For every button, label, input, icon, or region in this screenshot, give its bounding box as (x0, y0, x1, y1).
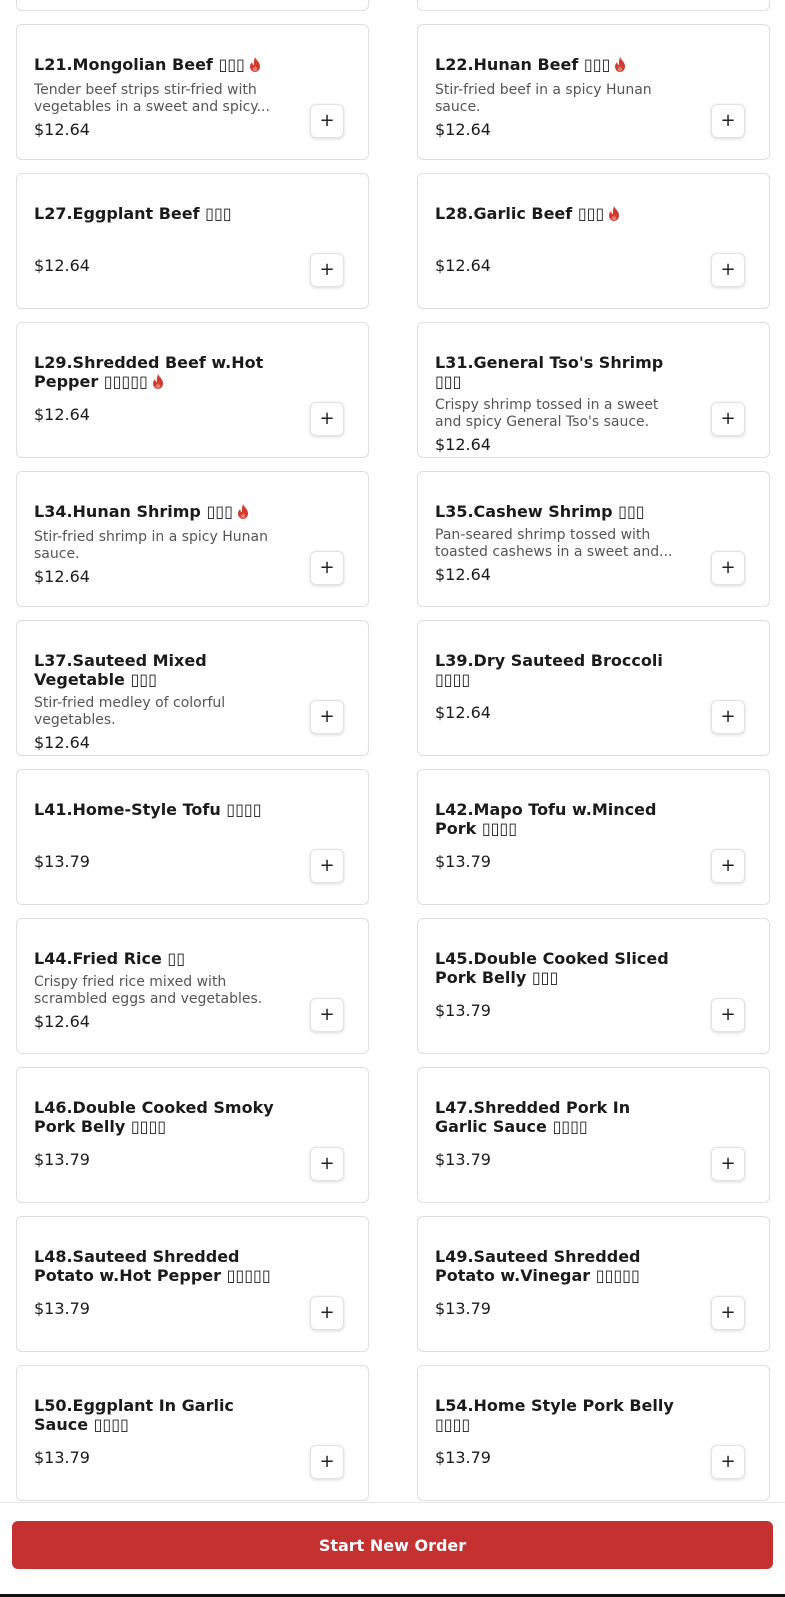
add-to-cart-button[interactable] (711, 253, 745, 287)
menu-item-name: L31.General Tso's Shrimp ▯▯▯ (435, 353, 664, 391)
menu-item-title (34, 204, 276, 223)
menu-item-price: $12.64 (34, 733, 90, 752)
flame-icon (608, 206, 620, 225)
menu-item-card[interactable] (16, 24, 369, 160)
add-to-cart-button[interactable] (310, 253, 344, 287)
plus-icon: + (720, 1153, 736, 1174)
menu-item-title (435, 800, 677, 838)
menu-item-price: $12.64 (435, 120, 491, 139)
plus-icon: + (319, 1451, 335, 1472)
plus-icon: + (720, 557, 736, 578)
menu-item-description: Tender beef strips stir-fried with vegetables in a sweet and spicy... (34, 82, 270, 115)
plus-icon: + (319, 1302, 335, 1323)
menu-item-price: $12.64 (435, 703, 491, 722)
menu-item-card[interactable] (417, 24, 770, 160)
add-to-cart-button[interactable] (310, 402, 344, 436)
menu-item-title (34, 1396, 276, 1434)
menu-item-title (34, 949, 276, 968)
menu-item-title (34, 800, 276, 819)
menu-item-title (435, 651, 677, 689)
add-to-cart-button[interactable] (310, 1445, 344, 1479)
flame-icon (249, 57, 261, 76)
menu-item-name: L45.Double Cooked Sliced Pork Belly ▯▯▯ (435, 949, 669, 987)
menu-item-description: Pan-seared shrimp tossed with toasted cashews in a sweet and... (435, 527, 673, 560)
footer-bar (0, 1502, 785, 1597)
menu-item-title (435, 55, 677, 76)
menu-item-name: L39.Dry Sauteed Broccoli ▯▯▯▯ (435, 651, 663, 689)
menu-item-name: L47.Shredded Pork In Garlic Sauce ▯▯▯▯ (435, 1098, 631, 1136)
menu-item-price: $12.64 (34, 1012, 90, 1031)
add-to-cart-button[interactable] (310, 849, 344, 883)
menu-item-card[interactable] (417, 620, 770, 756)
menu-item-name: L42.Mapo Tofu w.Minced Pork ▯▯▯▯ (435, 800, 657, 838)
menu-item-description: Stir-fried beef in a spicy Hunan sauce. (435, 82, 652, 115)
plus-icon: + (319, 557, 335, 578)
menu-item-name: L46.Double Cooked Smoky Pork Belly ▯▯▯▯ (34, 1098, 274, 1136)
menu-item-price: $13.79 (435, 1001, 491, 1020)
menu-item-card[interactable] (16, 620, 369, 756)
menu-item-card[interactable] (16, 918, 369, 1054)
menu-item-description: Crispy fried rice mixed with scrambled eggs and vegetables. (34, 974, 263, 1007)
menu-item-title (435, 1247, 677, 1285)
plus-icon: + (720, 1451, 736, 1472)
menu-item-title (34, 353, 276, 393)
start-new-order-button[interactable]: Start New Order (12, 1521, 773, 1569)
add-to-cart-button[interactable] (310, 104, 344, 138)
menu-grid (16, 0, 769, 1501)
menu-item-card[interactable] (417, 471, 770, 607)
menu-item-title (435, 1396, 677, 1434)
plus-icon: + (720, 706, 736, 727)
add-to-cart-button[interactable] (310, 1296, 344, 1330)
menu-item-price: $13.79 (435, 1150, 491, 1169)
menu-item-card[interactable] (417, 918, 770, 1054)
menu-item-card[interactable] (16, 322, 369, 458)
plus-icon: + (720, 110, 736, 131)
add-to-cart-button[interactable] (711, 1445, 745, 1479)
menu-item-title (34, 502, 276, 523)
menu-item-price: $12.64 (34, 567, 90, 586)
menu-item-name: L50.Eggplant In Garlic Sauce ▯▯▯▯ (34, 1396, 234, 1434)
menu-item-name: L29.Shredded Beef w.Hot Pepper ▯▯▯▯▯ (34, 353, 264, 391)
plus-icon: + (720, 855, 736, 876)
flame-icon (237, 504, 249, 523)
menu-item-card[interactable] (16, 1216, 369, 1352)
menu-item-card[interactable] (417, 322, 770, 458)
plus-icon: + (319, 1153, 335, 1174)
plus-icon: + (720, 1004, 736, 1025)
plus-icon: + (319, 110, 335, 131)
flame-icon (614, 57, 626, 76)
add-to-cart-button[interactable] (711, 998, 745, 1032)
menu-item-name: L22.Hunan Beef ▯▯▯ (435, 55, 611, 74)
add-to-cart-button[interactable] (711, 1296, 745, 1330)
plus-icon: + (319, 259, 335, 280)
menu-item-title (34, 1098, 276, 1136)
menu-item-card[interactable] (417, 0, 770, 11)
menu-item-name: L21.Mongolian Beef ▯▯▯ (34, 55, 245, 74)
menu-item-name: L27.Eggplant Beef ▯▯▯ (34, 204, 232, 223)
menu-item-name: L34.Hunan Shrimp ▯▯▯ (34, 502, 233, 521)
menu-item-card[interactable] (16, 173, 369, 309)
menu-item-card[interactable] (16, 1365, 369, 1501)
menu-item-description: Stir-fried medley of colorful vegetables. (34, 695, 226, 728)
menu-item-name: L41.Home-Style Tofu ▯▯▯▯ (34, 800, 262, 819)
menu-item-price: $13.79 (435, 852, 491, 871)
menu-item-title (435, 502, 677, 521)
menu-item-card[interactable] (16, 1067, 369, 1203)
menu-item-price: $12.64 (34, 256, 90, 275)
menu-item-price: $12.64 (435, 565, 491, 584)
menu-item-description: Crispy shrimp tossed in a sweet and spicy General Tso's sauce. (435, 397, 659, 430)
flame-icon (152, 374, 164, 393)
add-to-cart-button[interactable] (711, 849, 745, 883)
menu-item-name: L48.Sauteed Shredded Potato w.Hot Pepper ▯▯▯▯▯ (34, 1247, 271, 1285)
menu-item-name: L35.Cashew Shrimp ▯▯▯ (435, 502, 645, 521)
add-to-cart-button[interactable] (310, 700, 344, 734)
menu-item-card[interactable] (16, 0, 369, 11)
menu-item-card[interactable] (417, 1067, 770, 1203)
menu-item-price: $12.64 (34, 405, 90, 424)
menu-item-title (435, 353, 677, 391)
add-to-cart-button[interactable] (310, 1147, 344, 1181)
menu-item-card[interactable] (417, 1365, 770, 1501)
menu-item-name: L54.Home Style Pork Belly ▯▯▯▯ (435, 1396, 674, 1434)
plus-icon: + (720, 259, 736, 280)
menu-item-card[interactable] (417, 769, 770, 905)
menu-item-price: $13.79 (34, 1299, 90, 1318)
menu-item-price: $13.79 (435, 1299, 491, 1318)
menu-item-title (435, 1098, 677, 1136)
menu-item-price: $12.64 (435, 256, 491, 275)
menu-item-card[interactable] (417, 173, 770, 309)
menu-item-price: $12.64 (435, 435, 491, 454)
add-to-cart-button[interactable] (711, 1147, 745, 1181)
menu-item-name: L49.Sauteed Shredded Potato w.Vinegar ▯▯▯▯▯ (435, 1247, 641, 1285)
plus-icon: + (720, 408, 736, 429)
menu-item-price: $13.79 (34, 1150, 90, 1169)
menu-item-price: $13.79 (435, 1448, 491, 1467)
plus-icon: + (319, 855, 335, 876)
add-to-cart-button[interactable] (711, 402, 745, 436)
menu-item-title (435, 949, 677, 987)
menu-item-price: $12.64 (34, 120, 90, 139)
menu-item-card[interactable] (16, 471, 369, 607)
plus-icon: + (720, 1302, 736, 1323)
menu-item-card[interactable] (417, 1216, 770, 1352)
add-to-cart-button[interactable] (711, 700, 745, 734)
plus-icon: + (319, 1004, 335, 1025)
plus-icon: + (319, 408, 335, 429)
menu-item-title (34, 1247, 276, 1285)
menu-item-title (34, 651, 276, 689)
add-to-cart-button[interactable] (711, 104, 745, 138)
menu-item-description: Stir-fried shrimp in a spicy Hunan sauce. (34, 529, 268, 562)
add-to-cart-button[interactable] (310, 551, 344, 585)
menu-item-card[interactable] (16, 769, 369, 905)
add-to-cart-button[interactable] (711, 551, 745, 585)
add-to-cart-button[interactable] (310, 998, 344, 1032)
menu-item-name: L44.Fried Rice ▯▯ (34, 949, 186, 968)
menu-item-title (34, 55, 276, 76)
menu-item-price: $13.79 (34, 852, 90, 871)
plus-icon: + (319, 706, 335, 727)
menu-item-price: $13.79 (34, 1448, 90, 1467)
menu-item-name: L28.Garlic Beef ▯▯▯ (435, 204, 605, 223)
menu-item-name: L37.Sauteed Mixed Vegetable ▯▯▯ (34, 651, 207, 689)
menu-item-title (435, 204, 677, 225)
